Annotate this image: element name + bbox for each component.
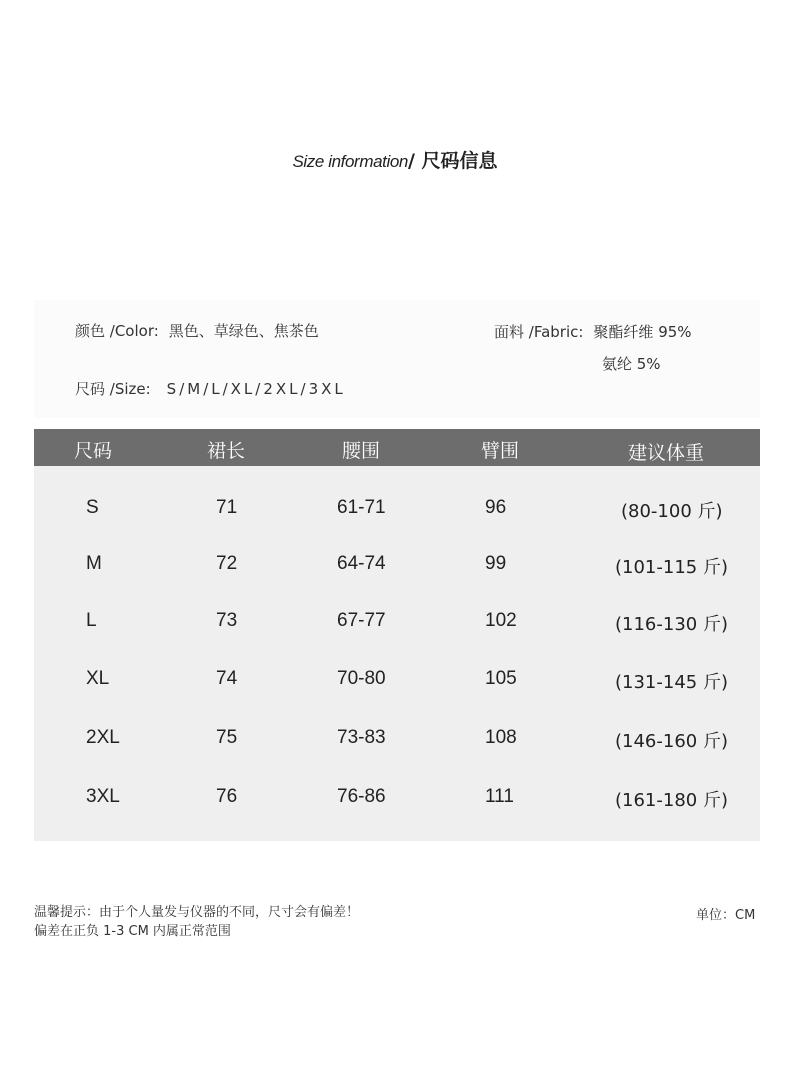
fabric-value-1: 聚酯纤维 95% — [593, 323, 692, 341]
cell-length: 74 — [216, 668, 238, 689]
fabric-label: 面料 /Fabric: — [494, 323, 584, 341]
title-chinese: 尺码信息 — [421, 150, 498, 172]
color-info — [75, 320, 319, 341]
table-row — [34, 778, 760, 818]
cell-size: M — [86, 553, 102, 574]
cell-arm: 102 — [485, 610, 517, 631]
cell-size: L — [86, 610, 97, 631]
header-skirt-length: 裙长 — [207, 440, 246, 462]
cell-waist: 76-86 — [337, 786, 386, 807]
color-value: 黑色、草绿色、焦茶色 — [168, 322, 319, 340]
cell-size: XL — [86, 668, 110, 689]
size-info — [75, 378, 346, 399]
product-info-panel — [34, 300, 760, 418]
cell-weight: (101-115 斤) — [615, 557, 728, 578]
cell-arm: 108 — [485, 727, 517, 748]
table-row — [34, 545, 760, 585]
page-title — [0, 146, 790, 173]
cell-size: 2XL — [86, 727, 120, 748]
unit-label: 单位：CM — [696, 908, 756, 923]
fabric-info-line2 — [602, 353, 661, 374]
tip-line-2: 偏差在正负 1-3 CM 内属正常范围 — [34, 924, 231, 939]
cell-size: S — [86, 497, 99, 518]
cell-waist: 73-83 — [337, 727, 386, 748]
color-label: 颜色 /Color: — [75, 322, 159, 340]
table-row — [34, 719, 760, 759]
title-english: Size information — [292, 152, 408, 171]
cell-length: 71 — [216, 497, 238, 518]
cell-weight: (146-160 斤) — [615, 731, 728, 752]
cell-weight: (80-100 斤) — [621, 501, 723, 522]
header-size: 尺码 — [74, 440, 113, 462]
header-arm: 臂围 — [481, 440, 520, 462]
title-separator: / — [407, 150, 422, 172]
cell-size: 3XL — [86, 786, 120, 807]
header-waist: 腰围 — [342, 440, 381, 462]
cell-weight: (131-145 斤) — [615, 672, 728, 693]
cell-length: 72 — [216, 553, 238, 574]
cell-waist: 64-74 — [337, 553, 386, 574]
size-label: 尺码 /Size: — [75, 380, 151, 398]
cell-arm: 105 — [485, 668, 517, 689]
table-row — [34, 660, 760, 700]
cell-length: 76 — [216, 786, 238, 807]
table-row — [34, 489, 760, 529]
cell-waist: 61-71 — [337, 497, 386, 518]
cell-arm: 96 — [485, 497, 507, 518]
cell-waist: 70-80 — [337, 668, 386, 689]
cell-weight: (116-130 斤) — [615, 614, 728, 635]
cell-arm: 99 — [485, 553, 507, 574]
cell-waist: 67-77 — [337, 610, 386, 631]
size-table — [34, 429, 760, 841]
table-row — [34, 602, 760, 642]
fabric-info — [494, 321, 692, 342]
cell-length: 75 — [216, 727, 238, 748]
cell-length: 73 — [216, 610, 238, 631]
header-weight: 建议体重 — [628, 442, 705, 464]
size-value: S/M/L/XL/2XL/3XL — [166, 380, 346, 398]
tip-line-1: 温馨提示：由于个人量发与仪器的不同，尺寸会有偏差！ — [34, 905, 360, 920]
cell-weight: (161-180 斤) — [615, 790, 728, 811]
cell-arm: 111 — [485, 786, 514, 807]
table-header — [34, 429, 760, 466]
fabric-value-2: 氨纶 5% — [602, 355, 661, 373]
